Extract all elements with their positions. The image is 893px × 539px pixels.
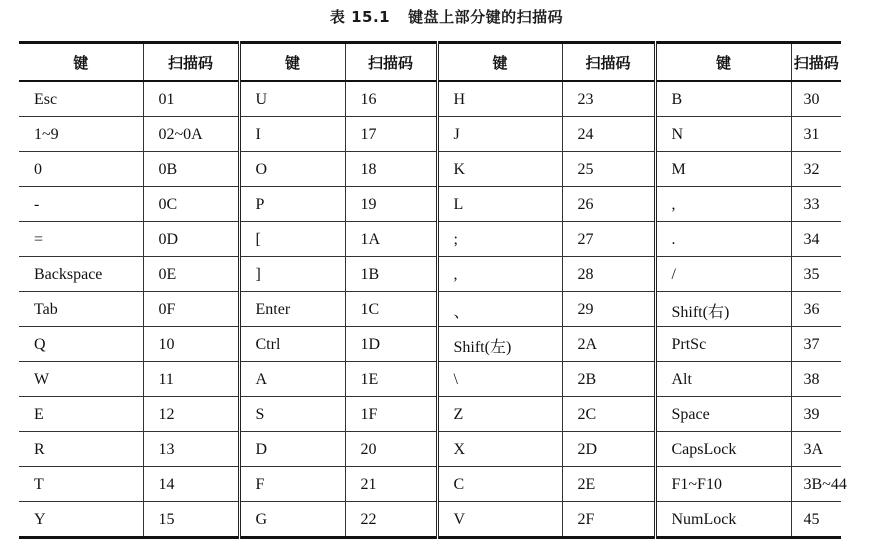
header-key-col-4: 键 [655,43,791,82]
key-cell: PrtSc [655,327,791,362]
key-cell: Enter [239,292,345,327]
scan-code-cell: 34 [791,222,841,257]
key-cell: U [239,81,345,117]
table-row [19,257,841,292]
key-cell: 、 [437,292,562,327]
key-cell: M [655,152,791,187]
key-cell: ] [239,257,345,292]
table-row [19,502,841,538]
scan-code-cell: 32 [791,152,841,187]
scan-code-cell: 2A [562,327,655,362]
scan-code-cell: 39 [791,397,841,432]
header-code-col-2: 扫描码 [345,43,437,82]
key-cell: - [19,187,143,222]
key-cell: = [19,222,143,257]
key-cell: A [239,362,345,397]
key-cell: Esc [19,81,143,117]
scan-code-cell: 3A [791,432,841,467]
header-code-col-3: 扫描码 [562,43,655,82]
key-cell: L [437,187,562,222]
scan-code-cell: 19 [345,187,437,222]
table-row [19,152,841,187]
scan-code-cell: 25 [562,152,655,187]
scan-code-cell: 15 [143,502,239,538]
scan-code-cell: 29 [562,292,655,327]
key-cell: X [437,432,562,467]
scan-code-cell: 1D [345,327,437,362]
key-cell: S [239,397,345,432]
key-cell: C [437,467,562,502]
table-body [19,81,847,538]
scan-code-cell: 28 [562,257,655,292]
key-cell: D [239,432,345,467]
header-key-col-3: 键 [437,43,562,82]
key-cell: CapsLock [655,432,791,467]
key-cell: Z [437,397,562,432]
scan-code-cell: 14 [143,467,239,502]
scan-code-cell: 26 [562,187,655,222]
key-cell: J [437,117,562,152]
scan-code-cell: 21 [345,467,437,502]
scan-code-cell: 1E [345,362,437,397]
key-cell: Backspace [19,257,143,292]
key-cell: F [239,467,345,502]
key-cell: NumLock [655,502,791,538]
scan-code-cell: 12 [143,397,239,432]
scan-code-cell: 16 [345,81,437,117]
scan-code-cell: 2F [562,502,655,538]
table-row [19,397,841,432]
key-cell: I [239,117,345,152]
key-cell: / [655,257,791,292]
key-cell: P [239,187,345,222]
key-cell: ; [437,222,562,257]
key-cell: W [19,362,143,397]
table-row [19,292,841,327]
key-cell: 1~9 [19,117,143,152]
key-cell: Space [655,397,791,432]
scan-code-cell: 17 [345,117,437,152]
key-cell: Ctrl [239,327,345,362]
scan-code-cell: 01 [143,81,239,117]
key-cell: [ [239,222,345,257]
scan-code-cell: 2B [562,362,655,397]
key-cell: F1~F10 [655,467,791,502]
scan-code-cell: 2E [562,467,655,502]
key-cell: 0 [19,152,143,187]
header-key-col-1: 键 [19,43,143,82]
key-cell: Tab [19,292,143,327]
scan-code-cell: 1C [345,292,437,327]
table-number: 表 15.1 [329,8,391,26]
table-row [19,467,841,502]
scan-code-cell: 33 [791,187,841,222]
key-cell: O [239,152,345,187]
scan-code-cell: 24 [562,117,655,152]
header-code-col-1: 扫描码 [143,43,239,82]
scan-code-cell: 2C [562,397,655,432]
scan-code-cell: 10 [143,327,239,362]
scan-code-cell: 38 [791,362,841,397]
key-cell: G [239,502,345,538]
table-row [19,362,841,397]
scan-code-cell: 2D [562,432,655,467]
table-row [19,222,841,257]
key-cell: N [655,117,791,152]
key-cell: Shift(右) [655,292,791,327]
key-cell: Q [19,327,143,362]
scan-code-cell: 13 [143,432,239,467]
scan-code-cell: 30 [791,81,841,117]
scan-code-cell: 27 [562,222,655,257]
key-cell: B [655,81,791,117]
scan-code-cell: 0C [143,187,239,222]
scan-code-cell: 36 [791,292,841,327]
key-cell: Y [19,502,143,538]
scan-code-cell: 18 [345,152,437,187]
header-row [19,43,841,82]
scan-code-cell: 1B [345,257,437,292]
scan-code-cell: 1A [345,222,437,257]
key-cell: E [19,397,143,432]
table-title: 键盘上部分键的扫描码 [408,8,564,26]
scan-code-cell: 0B [143,152,239,187]
table-row [19,117,841,152]
scan-code-cell: 22 [345,502,437,538]
key-cell: , [655,187,791,222]
scan-code-cell: 0F [143,292,239,327]
table-row [19,81,841,117]
key-cell: \ [437,362,562,397]
scan-code-cell: 11 [143,362,239,397]
key-cell: . [655,222,791,257]
scan-code-cell: 35 [791,257,841,292]
scan-code-cell: 20 [345,432,437,467]
key-cell: Shift(左) [437,327,562,362]
scan-code-cell: 3B~44 [791,467,841,502]
key-cell: V [437,502,562,538]
key-cell: H [437,81,562,117]
scan-code-cell: 1F [345,397,437,432]
scan-code-cell: 0E [143,257,239,292]
key-cell: K [437,152,562,187]
key-cell: R [19,432,143,467]
scan-code-cell: 45 [803,511,820,528]
header-code-col-4: 扫描码 [791,43,841,82]
key-cell: T [19,467,143,502]
scan-code-cell: 02~0A [143,117,239,152]
scan-code-table [19,41,847,539]
table-row [19,187,841,222]
table-caption [0,6,893,27]
table-row [19,432,841,467]
header-key-col-2: 键 [239,43,345,82]
key-cell: Alt [655,362,791,397]
scan-code-cell: 31 [791,117,841,152]
scan-code-cell: 23 [562,81,655,117]
scan-code-cell: 0D [143,222,239,257]
key-cell: , [437,257,562,292]
scan-code-cell: 37 [791,327,841,362]
table-row [19,327,841,362]
